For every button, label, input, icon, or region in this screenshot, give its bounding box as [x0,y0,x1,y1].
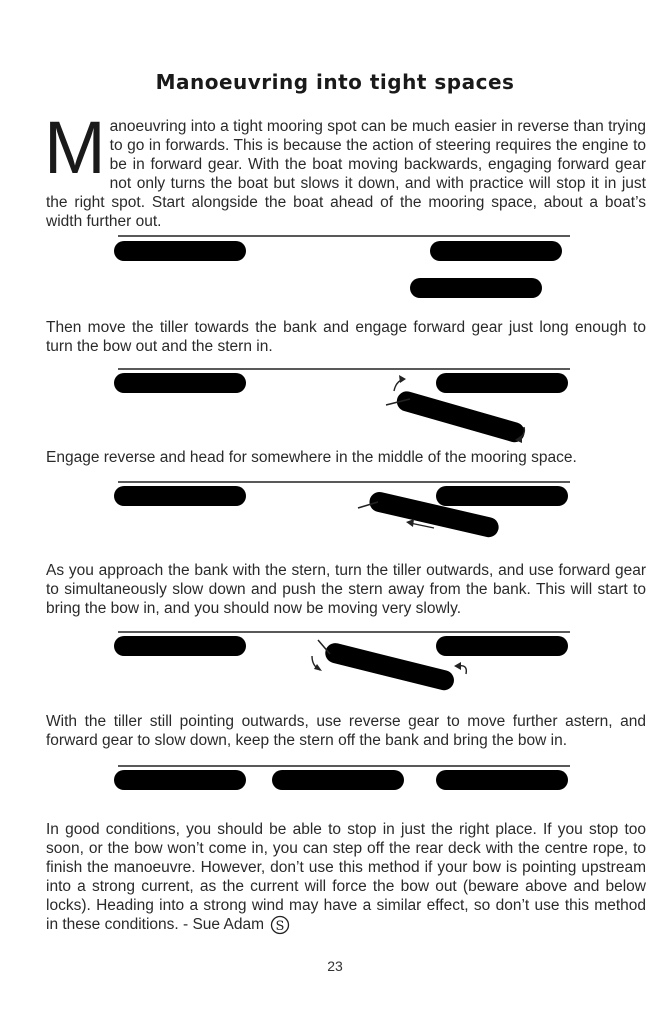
diagram-reverse-in [100,478,580,538]
moored-boat-astern [114,241,246,261]
drop-cap: M [44,106,106,189]
diagram-start-position [100,234,580,302]
moored-boat-astern [114,373,246,393]
moored-boat-astern [114,486,246,506]
step-4-text: With the tiller still pointing outwards, use reverse gear to move further astern, and forward gear to slow down, keep the stern off the bank and bring the bow in. [46,713,646,749]
manoeuvring-boat [410,278,542,298]
arrowhead [406,519,414,527]
page-title: Manoeuvring into tight spaces [155,70,515,94]
step-1-text: Then move the tiller towards the bank and engage forward gear just long enough to turn the bow out and the stern in. [46,319,646,355]
moored-boat-ahead [436,770,568,790]
intro-text: anoeuvring into a tight mooring spot can be much easier in reverse than trying to go in forwards. This is because the action of steering requires the engine to be in forward gear. With the boat moving backwards, engaging forward gear not only turns the boat but slows it down, and with practice will stop it in just the right spot. Start alongside the boat ahead of the mooring space, about a boat’s width further out. [46,118,646,230]
closing-text: In good conditions, you should be able to stop in just the right place. If you stop too soon, or the bow won’t come in, you can step off the rear deck with the centre rope, to finish the manoeuvre. However, don’t use this method if your bow is pointing upstream into a strong current, as the current will force the bow out (beware above and below locks). Heading into a strong wind may have a similar effect, so don’t use this method in these conditions. - Sue Adam [46,821,646,934]
step-3-text: As you approach the bank with the stern, turn the tiller outwards, and use forward gear to simultaneously slow down and push the stern away from the bank. This will start to bring the bow in, and you should now be moving very slowly. [46,562,646,617]
logo-letter: S [275,919,285,934]
arrowhead [454,662,461,670]
page-number: 23 [327,958,343,974]
intro-paragraph [44,106,646,231]
arrowhead [399,375,406,383]
diagram-slow-stern [100,628,580,690]
diagram-moored [100,762,580,798]
manoeuvring-boat [323,641,456,692]
moored-boat-astern [114,770,246,790]
manoeuvring-boat [394,389,526,445]
moored-boat-ahead [436,486,568,506]
diagram-turn-bow-out [100,365,580,450]
arrowhead [314,664,322,671]
moored-boat-astern [114,636,246,656]
step-2-text: Engage reverse and head for somewhere in the middle of the mooring space. [46,449,577,466]
moored-boat-ahead [436,636,568,656]
manoeuvring-boat-moored [272,770,404,790]
author-logo-icon [270,915,290,935]
closing-paragraph [46,820,646,935]
moored-boat-ahead [430,241,562,261]
moored-boat-ahead [436,373,568,393]
